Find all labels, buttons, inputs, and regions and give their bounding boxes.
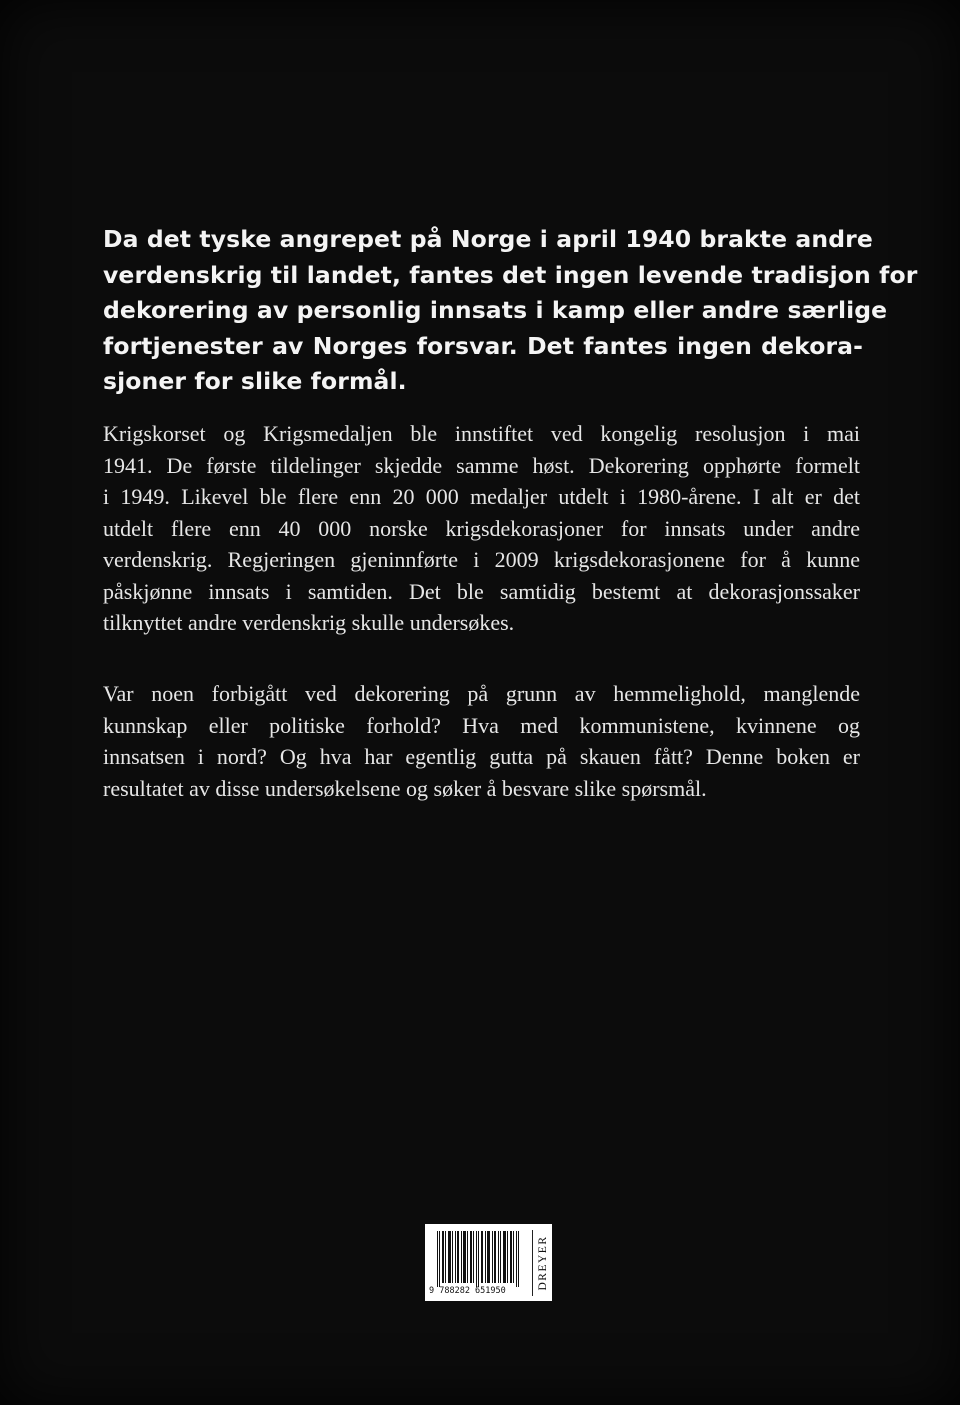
lead-line: dekorering av personlig innsats i kamp eller andre særlige [103,296,888,324]
body-line: kunnskap eller politiske forhold? Hva med kommunistene, kvinnene og [103,712,860,738]
body-line: innsatsen i nord? Og hva har egentlig gutta på skauen fått? Denne boken er [103,744,860,769]
body-line: verdenskrig. Regjeringen gjeninnførte i 2009 krigsdekorasjonene for å kunne [103,547,860,572]
lead-paragraph [103,222,918,400]
body-paragraph-1 [103,418,860,639]
publisher-logo [533,1228,552,1298]
body-paragraph-2 [103,678,860,804]
body-line: resultatet av disse undersøkelsene og søker å besvare slike spørsmål. [103,775,707,801]
isbn-barcode [425,1224,552,1301]
body-line: 1941. De første tildelinger skjedde samme høst. Dekorering opphørte formelt [103,452,860,478]
body-line: Krigskorset og Krigsmedaljen ble innstiftet ved kongelig resolusjon i mai [103,421,860,446]
lead-line: sjoner for slike formål. [103,367,407,395]
isbn-number: 9 788282 651950 [429,1286,506,1296]
publisher-name: DREYER [536,1235,549,1291]
body-line: tilknyttet andre verdenskrig skulle undersøkes. [103,610,515,635]
body-line: i 1949. Likevel ble flere enn 20 000 medaljer utdelt i 1980-årene. I alt er det [103,484,860,509]
lead-line: verdenskrig til landet, fantes det ingen levende tradisjon for [103,260,918,289]
body-line: påskjønne innsats i samtiden. Det ble samtidig bestemt at dekorasjonssaker [103,578,860,604]
lead-line: Da det tyske angrepet på Norge i april 1940 brakte andre [103,225,873,253]
body-line: utdelt flere enn 40 000 norske krigsdekorasjoner for innsats under andre [103,515,860,541]
barcode-icon [435,1231,521,1287]
lead-line: fortjenester av Norges forsvar. Det fantes ingen dekora- [103,331,863,360]
body-line: Var noen forbigått ved dekorering på grunn av hemmelighold, manglende [103,681,860,706]
